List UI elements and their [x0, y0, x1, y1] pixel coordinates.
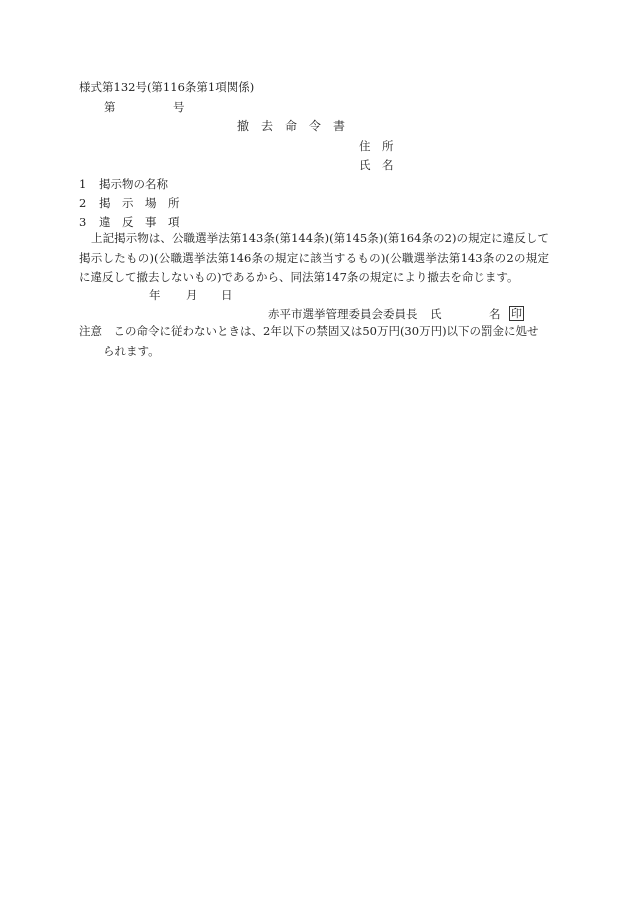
- number-suffix: 号: [173, 100, 185, 114]
- item-label: 掲示物の名称: [98, 177, 168, 191]
- item-label: 掲 示 場 所: [98, 196, 180, 210]
- item-number: 1: [79, 177, 87, 191]
- item-number: 3: [79, 215, 87, 229]
- item-2: [79, 194, 179, 213]
- name-label: 氏 名: [359, 158, 394, 172]
- seal-box: 印: [511, 307, 522, 320]
- document-title: 撤 去 命 令 書: [237, 119, 346, 133]
- item-1: [79, 175, 168, 194]
- issuer-mei: 名: [489, 307, 501, 321]
- issuer-title: 赤平市選挙管理委員会委員長: [268, 307, 418, 321]
- address-label: 住 所: [359, 139, 394, 153]
- item-label: 違 反 事 項: [98, 215, 180, 229]
- seal-mark: [509, 304, 524, 323]
- item-number: 2: [79, 196, 87, 210]
- date-day: 日: [221, 288, 233, 302]
- date-month: 月: [186, 288, 198, 302]
- note: 注意 この命令に従わないときは、2年以下の禁固又は50万円(30万円)以下の罰金に処せられます。: [79, 324, 539, 358]
- form-label: 様式第132号(第116条第1項関係): [79, 80, 255, 94]
- date-year: 年: [149, 288, 161, 302]
- number-prefix: 第: [104, 100, 116, 114]
- issuer-shi: 氏: [430, 307, 442, 321]
- body-paragraph: 上記掲示物は、公職選挙法第143条(第144条)(第145条)(第164条の2)の規定に違反して掲示したもの)(公職選挙法第146条の規定に該当するもの)(公職選挙法第143条の2の規定に違反して撤去しないもの)であるから、同法第147条の規定により撤去を命じます。: [79, 231, 549, 284]
